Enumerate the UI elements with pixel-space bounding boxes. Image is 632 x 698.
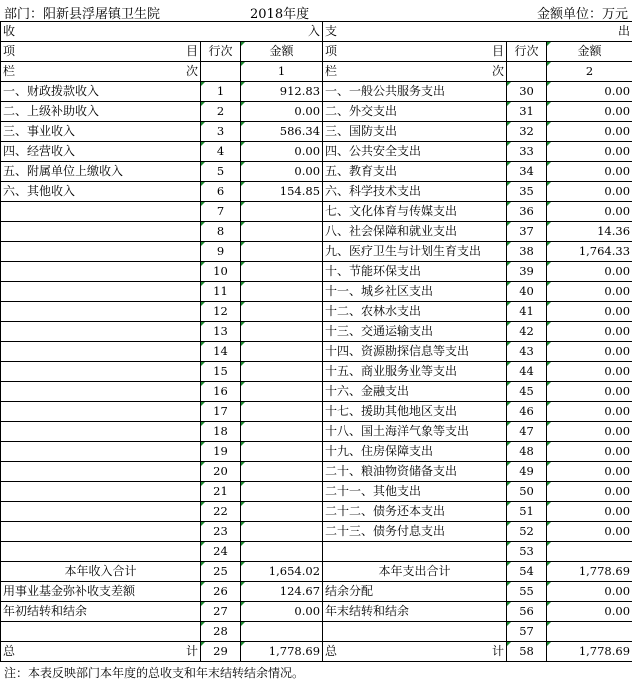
table-row	[1, 102, 632, 122]
income-col-number: 1	[241, 62, 323, 82]
expense-amount: 0.00	[547, 202, 632, 222]
expense-item: 二、外交支出	[323, 102, 507, 122]
income-amount: 1,654.02	[241, 562, 323, 582]
table-row	[1, 442, 632, 462]
table-row	[1, 482, 632, 502]
table-row	[1, 222, 632, 242]
income-line-no: 26	[201, 582, 241, 602]
column-header-row	[1, 42, 632, 62]
income-item	[1, 382, 201, 402]
table-row	[1, 542, 632, 562]
expense-amount: 0.00	[547, 262, 632, 282]
income-amount: 124.67	[241, 582, 323, 602]
expense-item: 年末结转和结余	[323, 602, 507, 622]
expense-item: 十九、住房保障支出	[323, 442, 507, 462]
income-item	[1, 242, 201, 262]
income-line-no: 2	[201, 102, 241, 122]
income-item	[1, 502, 201, 522]
table-row	[1, 282, 632, 302]
expense-amount: 14.36	[547, 222, 632, 242]
expense-line-no: 32	[507, 122, 547, 142]
expense-line-no: 35	[507, 182, 547, 202]
table-row	[1, 122, 632, 142]
expense-col-number: 2	[547, 62, 632, 82]
expense-amount: 0.00	[547, 582, 632, 602]
income-line-no: 7	[201, 202, 241, 222]
table-row	[1, 142, 632, 162]
income-line-no: 21	[201, 482, 241, 502]
income-amount	[241, 262, 323, 282]
expense-item: 二十、粮油物资储备支出	[323, 462, 507, 482]
expense-item: 二十一、其他支出	[323, 482, 507, 502]
income-amount-header: 金额	[241, 42, 323, 62]
expense-amount-header: 金额	[547, 42, 632, 62]
expense-item: 十五、商业服务业等支出	[323, 362, 507, 382]
income-amount	[241, 402, 323, 422]
expense-line-no: 53	[507, 542, 547, 562]
income-item	[1, 322, 201, 342]
expense-item: 十六、金融支出	[323, 382, 507, 402]
income-item	[1, 622, 201, 642]
expense-line-no: 50	[507, 482, 547, 502]
expense-amount: 0.00	[547, 182, 632, 202]
expense-line-no: 48	[507, 442, 547, 462]
expense-amount: 0.00	[547, 462, 632, 482]
expense-item: 十七、援助其他地区支出	[323, 402, 507, 422]
income-line-no: 19	[201, 442, 241, 462]
report-year: 2018年度	[250, 7, 310, 22]
report-header	[0, 0, 632, 22]
expense-amount	[547, 622, 632, 642]
income-amount	[241, 322, 323, 342]
expense-line-no: 33	[507, 142, 547, 162]
income-amount	[241, 362, 323, 382]
income-amount: 0.00	[241, 602, 323, 622]
income-line-no: 16	[201, 382, 241, 402]
income-line-no: 24	[201, 542, 241, 562]
table-row	[1, 422, 632, 442]
table-row	[1, 502, 632, 522]
expense-amount: 0.00	[547, 162, 632, 182]
income-line-no: 11	[201, 282, 241, 302]
income-line-no: 25	[201, 562, 241, 582]
expense-grand-amount: 1,778.69	[547, 642, 632, 662]
table-row	[1, 322, 632, 342]
income-amount	[241, 242, 323, 262]
income-line-no: 20	[201, 462, 241, 482]
income-item: 二、上级补助收入	[1, 102, 201, 122]
expense-line-no: 38	[507, 242, 547, 262]
expense-line-header: 行次	[507, 42, 547, 62]
expense-grand-label: 总 计	[323, 642, 507, 662]
income-line-no: 8	[201, 222, 241, 242]
income-amount	[241, 442, 323, 462]
income-line-no: 15	[201, 362, 241, 382]
income-line-no: 22	[201, 502, 241, 522]
income-amount	[241, 302, 323, 322]
expense-item: 七、文化体育与传媒支出	[323, 202, 507, 222]
income-item: 六、其他收入	[1, 182, 201, 202]
expense-amount: 0.00	[547, 82, 632, 102]
expense-col-blank	[507, 62, 547, 82]
expense-amount: 0.00	[547, 602, 632, 622]
income-line-no: 3	[201, 122, 241, 142]
expense-line-no: 46	[507, 402, 547, 422]
footnote: 注：本表反映部门本年度的总收支和年末结转结余情况。	[4, 666, 305, 680]
expense-line-no: 34	[507, 162, 547, 182]
income-section-header: 收 入	[1, 22, 323, 42]
expense-item	[323, 622, 507, 642]
expense-amount: 0.00	[547, 102, 632, 122]
income-amount	[241, 522, 323, 542]
expense-item: 十二、农林水支出	[323, 302, 507, 322]
income-item	[1, 202, 201, 222]
table-row	[1, 182, 632, 202]
expense-amount: 0.00	[547, 422, 632, 442]
expense-item: 五、教育支出	[323, 162, 507, 182]
expense-item: 十一、城乡社区支出	[323, 282, 507, 302]
income-item	[1, 462, 201, 482]
income-line-no: 1	[201, 82, 241, 102]
income-amount	[241, 462, 323, 482]
expense-item: 结余分配	[323, 582, 507, 602]
expense-line-no: 49	[507, 462, 547, 482]
expense-amount: 1,778.69	[547, 562, 632, 582]
income-line-no: 5	[201, 162, 241, 182]
income-amount	[241, 202, 323, 222]
income-amount: 586.34	[241, 122, 323, 142]
income-line-no: 4	[201, 142, 241, 162]
expense-line-no: 40	[507, 282, 547, 302]
income-item: 五、附属单位上缴收入	[1, 162, 201, 182]
table-row	[1, 202, 632, 222]
table-row	[1, 162, 632, 182]
table-row	[1, 242, 632, 262]
expense-line-no: 42	[507, 322, 547, 342]
expense-line-no: 44	[507, 362, 547, 382]
grand-total-row	[1, 642, 632, 662]
income-line-no: 29	[201, 642, 241, 662]
expense-line-no: 37	[507, 222, 547, 242]
income-item	[1, 262, 201, 282]
income-amount	[241, 422, 323, 442]
carryover-row	[1, 602, 632, 622]
income-item: 年初结转和结余	[1, 602, 201, 622]
expense-line-no: 30	[507, 82, 547, 102]
expense-item-header: 项 目	[323, 42, 507, 62]
income-amount	[241, 382, 323, 402]
expense-amount: 0.00	[547, 402, 632, 422]
expense-amount: 0.00	[547, 122, 632, 142]
income-amount: 0.00	[241, 142, 323, 162]
income-col-blank	[201, 62, 241, 82]
expense-item: 十八、国土海洋气象等支出	[323, 422, 507, 442]
income-line-no: 14	[201, 342, 241, 362]
expense-item: 八、社会保障和就业支出	[323, 222, 507, 242]
income-grand-amount: 1,778.69	[241, 642, 323, 662]
income-item: 三、事业收入	[1, 122, 201, 142]
expense-line-no: 54	[507, 562, 547, 582]
expense-item: 十、节能环保支出	[323, 262, 507, 282]
expense-amount: 0.00	[547, 382, 632, 402]
expense-amount: 0.00	[547, 302, 632, 322]
expense-amount: 0.00	[547, 362, 632, 382]
income-amount	[241, 222, 323, 242]
income-item	[1, 482, 201, 502]
table-row	[1, 82, 632, 102]
expense-item: 本年支出合计	[323, 562, 507, 582]
blank-row	[1, 622, 632, 642]
expense-line-no: 41	[507, 302, 547, 322]
expense-item: 十四、资源勘探信息等支出	[323, 342, 507, 362]
income-item	[1, 342, 201, 362]
expense-line-no: 45	[507, 382, 547, 402]
income-line-no: 9	[201, 242, 241, 262]
income-item	[1, 522, 201, 542]
income-amount: 0.00	[241, 162, 323, 182]
amount-unit-label: 金额单位：万元	[536, 7, 628, 22]
income-item-header: 项 目	[1, 42, 201, 62]
income-amount: 912.83	[241, 82, 323, 102]
income-expense-table	[0, 21, 632, 662]
department-label: 部门：阳新县浮屠镇卫生院	[4, 7, 161, 22]
income-line-no: 18	[201, 422, 241, 442]
income-item	[1, 222, 201, 242]
income-line-no: 10	[201, 262, 241, 282]
income-item: 用事业基金弥补收支差额	[1, 582, 201, 602]
expense-amount: 0.00	[547, 282, 632, 302]
expense-line-no: 57	[507, 622, 547, 642]
expense-amount	[547, 542, 632, 562]
expense-item: 四、公共安全支出	[323, 142, 507, 162]
expense-amount: 0.00	[547, 442, 632, 462]
expense-line-no: 47	[507, 422, 547, 442]
income-grand-label: 总 计	[1, 642, 201, 662]
expense-line-no: 55	[507, 582, 547, 602]
table-row	[1, 382, 632, 402]
income-line-no: 17	[201, 402, 241, 422]
income-line-header: 行次	[201, 42, 241, 62]
table-row	[1, 342, 632, 362]
income-item: 一、财政拨款收入	[1, 82, 201, 102]
expense-item: 二十二、债务还本支出	[323, 502, 507, 522]
expense-item	[323, 542, 507, 562]
expense-amount: 0.00	[547, 502, 632, 522]
expense-amount: 0.00	[547, 322, 632, 342]
income-amount	[241, 622, 323, 642]
table-row	[1, 302, 632, 322]
income-line-no: 12	[201, 302, 241, 322]
expense-amount: 0.00	[547, 142, 632, 162]
table-row	[1, 262, 632, 282]
income-amount	[241, 542, 323, 562]
income-amount	[241, 482, 323, 502]
income-item	[1, 302, 201, 322]
income-line-no: 23	[201, 522, 241, 542]
column-number-row	[1, 62, 632, 82]
table-row	[1, 362, 632, 382]
income-line-no: 28	[201, 622, 241, 642]
expense-line-no: 39	[507, 262, 547, 282]
expense-section-header: 支 出	[323, 22, 632, 42]
table-row	[1, 402, 632, 422]
income-line-no: 27	[201, 602, 241, 622]
income-amount	[241, 502, 323, 522]
expense-line-no: 58	[507, 642, 547, 662]
fund-row	[1, 582, 632, 602]
income-item: 四、经营收入	[1, 142, 201, 162]
income-line-no: 6	[201, 182, 241, 202]
income-item	[1, 542, 201, 562]
table-row	[1, 462, 632, 482]
year-total-row	[1, 562, 632, 582]
table-row	[1, 522, 632, 542]
expense-amount: 0.00	[547, 482, 632, 502]
section-header-row	[1, 22, 632, 42]
expense-amount: 0.00	[547, 342, 632, 362]
expense-item: 十三、交通运输支出	[323, 322, 507, 342]
income-amount	[241, 282, 323, 302]
income-item	[1, 282, 201, 302]
expense-line-no: 36	[507, 202, 547, 222]
expense-item: 一、一般公共服务支出	[323, 82, 507, 102]
expense-line-no: 31	[507, 102, 547, 122]
expense-item: 六、科学技术支出	[323, 182, 507, 202]
expense-item: 九、医疗卫生与计划生育支出	[323, 242, 507, 262]
income-amount: 0.00	[241, 102, 323, 122]
income-col-label: 栏 次	[1, 62, 201, 82]
income-amount	[241, 342, 323, 362]
expense-line-no: 43	[507, 342, 547, 362]
income-amount: 154.85	[241, 182, 323, 202]
expense-amount: 1,764.33	[547, 242, 632, 262]
income-item: 本年收入合计	[1, 562, 201, 582]
expense-line-no: 51	[507, 502, 547, 522]
expense-item: 三、国防支出	[323, 122, 507, 142]
income-item	[1, 362, 201, 382]
expense-item: 二十三、债务付息支出	[323, 522, 507, 542]
expense-amount: 0.00	[547, 522, 632, 542]
income-line-no: 13	[201, 322, 241, 342]
expense-line-no: 56	[507, 602, 547, 622]
expense-line-no: 52	[507, 522, 547, 542]
income-item	[1, 442, 201, 462]
income-item	[1, 402, 201, 422]
expense-col-label: 栏 次	[323, 62, 507, 82]
income-item	[1, 422, 201, 442]
